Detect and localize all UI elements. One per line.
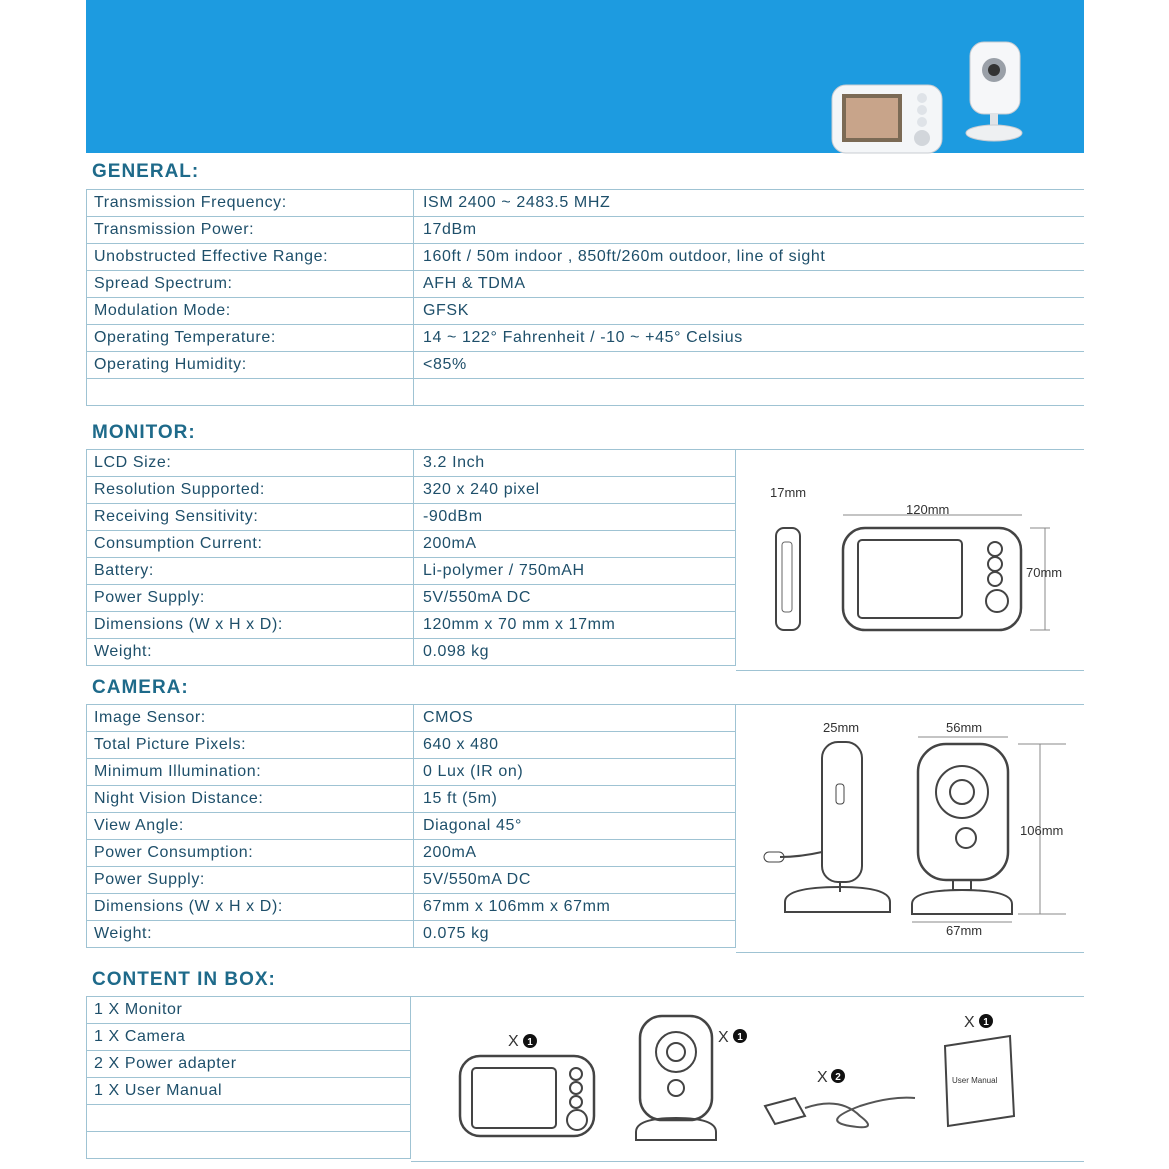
spec-value: Diagonal 45°: [414, 813, 736, 840]
spec-label: Transmission Power:: [87, 217, 414, 244]
spec-label: [87, 379, 414, 406]
spec-label: Minimum Illumination:: [87, 759, 414, 786]
spec-value: 320 x 240 pixel: [414, 477, 736, 504]
box-title: CONTENT IN BOX:: [92, 969, 276, 990]
spec-value: AFH & TDMA: [414, 271, 1085, 298]
spec-value: 3.2 Inch: [414, 450, 736, 477]
table-row: [87, 379, 1085, 406]
dim-depth-label: 25mm: [823, 720, 860, 735]
spec-label: Power Supply:: [87, 585, 414, 612]
spec-value: 5V/550mA DC: [414, 867, 736, 894]
spec-label: Total Picture Pixels:: [87, 732, 414, 759]
table-row: [87, 531, 736, 558]
header-banner: [86, 0, 1084, 153]
table-row: [87, 894, 736, 921]
spec-label: Operating Humidity:: [87, 352, 414, 379]
dim-height-label: 70mm: [1026, 565, 1063, 580]
table-row: [87, 759, 736, 786]
camera-diagram: [740, 712, 1080, 944]
spec-value: 14 ~ 122° Fahrenheit / -10 ~ +45° Celsius: [414, 325, 1085, 352]
spec-value: Li-polymer / 750mAH: [414, 558, 736, 585]
spec-value: 67mm x 106mm x 67mm: [414, 894, 736, 921]
box-item: 1 X Camera: [87, 1024, 411, 1051]
spec-value: 200mA: [414, 840, 736, 867]
table-row: [87, 558, 736, 585]
dim-depth-label: 17mm: [770, 485, 807, 500]
box-item: 1 X Monitor: [87, 997, 411, 1024]
camera-table: [86, 704, 736, 948]
table-row: [87, 352, 1085, 379]
dim-height-label: 106mm: [1020, 823, 1064, 838]
table-row: [87, 867, 736, 894]
spec-label: Power Supply:: [87, 867, 414, 894]
box-table: [86, 996, 411, 1159]
table-row: [87, 244, 1085, 271]
spec-label: Resolution Supported:: [87, 477, 414, 504]
table-row: [87, 840, 736, 867]
monitor-diagram: [740, 470, 1080, 660]
spec-value: 15 ft (5m): [414, 786, 736, 813]
spec-label: Unobstructed Effective Range:: [87, 244, 414, 271]
box-item: 2 X Power adapter: [87, 1051, 411, 1078]
monitor-title: MONITOR:: [92, 422, 196, 443]
monitor-qty-x: X: [508, 1033, 519, 1050]
table-row: [87, 705, 736, 732]
adapter-qty-badge: 2: [835, 1072, 841, 1083]
camera-qty-x: X: [718, 1029, 729, 1046]
table-row: [87, 325, 1085, 352]
spec-label: Image Sensor:: [87, 705, 414, 732]
box-item: [87, 1132, 411, 1159]
spec-value: 5V/550mA DC: [414, 585, 736, 612]
table-row: [87, 271, 1085, 298]
table-row: [87, 504, 736, 531]
table-row: [87, 1132, 411, 1159]
product-image: [822, 30, 1082, 170]
spec-label: Power Consumption:: [87, 840, 414, 867]
spec-label: Weight:: [87, 639, 414, 666]
spec-value: 0.075 kg: [414, 921, 736, 948]
dim-top-width-label: 56mm: [946, 720, 983, 735]
spec-value: [414, 379, 1085, 406]
manual-qty-badge: 1: [983, 1017, 989, 1028]
spec-label: Night Vision Distance:: [87, 786, 414, 813]
manual-label: User Manual: [952, 1076, 998, 1085]
spec-label: Dimensions (W x H x D):: [87, 894, 414, 921]
spec-value: 160ft / 50m indoor , 850ft/260m outdoor, line of sight: [414, 244, 1085, 271]
spec-value: 120mm x 70 mm x 17mm: [414, 612, 736, 639]
spec-label: Operating Temperature:: [87, 325, 414, 352]
spec-value: GFSK: [414, 298, 1085, 325]
spec-label: Dimensions (W x H x D):: [87, 612, 414, 639]
spec-label: Transmission Frequency:: [87, 190, 414, 217]
adapter-qty-x: X: [817, 1069, 828, 1086]
spec-label: Weight:: [87, 921, 414, 948]
box-contents-diagram: [420, 1006, 1060, 1156]
camera-title: CAMERA:: [92, 677, 189, 698]
table-row: [87, 732, 736, 759]
spec-value: 640 x 480: [414, 732, 736, 759]
table-row: [87, 477, 736, 504]
camera-qty-badge: 1: [737, 1032, 743, 1043]
table-row: [87, 298, 1085, 325]
spec-value: ISM 2400 ~ 2483.5 MHZ: [414, 190, 1085, 217]
spec-label: Modulation Mode:: [87, 298, 414, 325]
table-row: [87, 1051, 411, 1078]
table-row: [87, 921, 736, 948]
table-row: [87, 1105, 411, 1132]
general-table: [86, 189, 1084, 406]
table-row: [87, 813, 736, 840]
manual-qty-x: X: [964, 1014, 975, 1031]
box-item: [87, 1105, 411, 1132]
monitor-table: [86, 449, 736, 666]
box-item: 1 X User Manual: [87, 1078, 411, 1105]
spec-value: 200mA: [414, 531, 736, 558]
general-title: GENERAL:: [92, 161, 200, 182]
table-row: [87, 639, 736, 666]
dim-width-label: 120mm: [906, 502, 950, 517]
spec-label: Consumption Current:: [87, 531, 414, 558]
table-row: [87, 450, 736, 477]
table-row: [87, 1078, 411, 1105]
spec-label: Spread Spectrum:: [87, 271, 414, 298]
spec-value: 0 Lux (IR on): [414, 759, 736, 786]
monitor-qty-badge: 1: [527, 1037, 533, 1048]
table-row: [87, 786, 736, 813]
table-row: [87, 612, 736, 639]
dim-base-width-label: 67mm: [946, 923, 983, 938]
spec-value: CMOS: [414, 705, 736, 732]
table-row: [87, 190, 1085, 217]
spec-value: 0.098 kg: [414, 639, 736, 666]
table-row: [87, 1024, 411, 1051]
table-row: [87, 585, 736, 612]
table-row: [87, 217, 1085, 244]
spec-label: Receiving Sensitivity:: [87, 504, 414, 531]
table-row: [87, 997, 411, 1024]
spec-label: LCD Size:: [87, 450, 414, 477]
spec-value: 17dBm: [414, 217, 1085, 244]
spec-value: <85%: [414, 352, 1085, 379]
spec-label: Battery:: [87, 558, 414, 585]
spec-label: View Angle:: [87, 813, 414, 840]
spec-value: -90dBm: [414, 504, 736, 531]
